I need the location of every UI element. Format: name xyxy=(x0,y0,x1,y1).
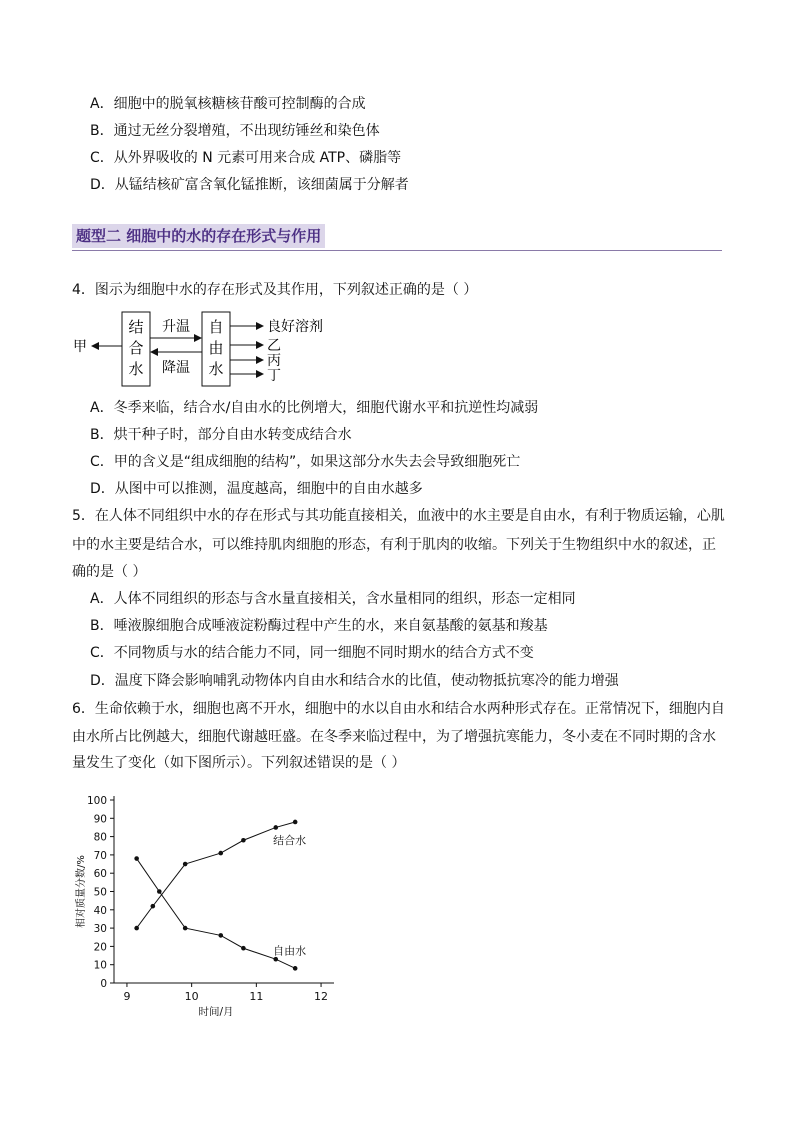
series-label-1: 结合水 xyxy=(273,833,307,847)
output-bing: 丙 xyxy=(267,353,281,369)
q5-option-c: C．不同物质与水的结合能力不同，同一细胞不同时期水的结合方式不变 xyxy=(90,645,534,661)
series-1-point xyxy=(183,862,188,867)
bound-water-char-3: 水 xyxy=(128,360,144,378)
output-good-solvent: 良好溶剂 xyxy=(267,319,323,335)
series-line-1 xyxy=(137,822,296,928)
y-tick-label: 0 xyxy=(100,978,107,990)
free-water-char-2: 由 xyxy=(208,339,224,357)
x-tick-label: 9 xyxy=(123,990,131,1003)
free-water-char-3: 水 xyxy=(208,360,224,378)
section-title: 题型二 细胞中的水的存在形式与作用 xyxy=(72,224,325,248)
series-1-point xyxy=(134,926,139,931)
series-2-point xyxy=(157,889,162,894)
y-tick-label: 20 xyxy=(93,941,107,954)
q4-option-d: D．从图中可以推测，温度越高，细胞中的自由水越多 xyxy=(90,481,423,497)
q3-option-d: D．从锰结核矿富含氧化锰推断，该细菌属于分解者 xyxy=(90,177,409,193)
series-2-point xyxy=(293,966,298,971)
y-tick-label: 10 xyxy=(93,959,107,972)
q6-stem-line-3: 量发生了变化（如下图所示）。下列叙述错误的是（ ） xyxy=(72,755,406,771)
series-line-2 xyxy=(137,859,296,969)
y-tick-label: 90 xyxy=(93,813,107,826)
section-heading xyxy=(72,222,722,251)
q4-option-b: B．烘干种子时，部分自由水转变成结合水 xyxy=(90,427,352,443)
output-yi: 乙 xyxy=(267,338,281,354)
series-1-point xyxy=(218,851,223,856)
series-1-point xyxy=(273,825,278,830)
y-tick-label: 80 xyxy=(93,831,107,844)
q6-stem-line-2: 由水所占比例越大，细胞代谢越旺盛。在冬季来临过程中，为了增强抗寒能力，冬小麦在不同时期的含水 xyxy=(72,729,716,745)
x-axis-label: 时间/月 xyxy=(198,1006,234,1016)
q5-option-a: A．人体不同组织的形态与含水量直接相关，含水量相同的组织，形态一定相同 xyxy=(90,591,576,607)
y-axis-label: 相对质量分数/% xyxy=(76,855,87,928)
free-water-char-1: 自 xyxy=(208,318,224,336)
cool-label: 降温 xyxy=(162,360,190,376)
q5-option-b: B．唾液腺细胞合成唾液淀粉酶过程中产生的水，来自氨基酸的氨基和羧基 xyxy=(90,618,548,634)
y-tick-label: 100 xyxy=(86,795,107,807)
series-label-2: 自由水 xyxy=(273,944,307,958)
y-tick-label: 70 xyxy=(93,849,107,862)
y-tick-label: 40 xyxy=(93,904,107,917)
y-tick-label: 60 xyxy=(93,868,107,881)
q4-option-c: C．甲的含义是“组成细胞的结构”，如果这部分水失去会导致细胞死亡 xyxy=(90,454,521,470)
water-forms-diagram xyxy=(70,308,340,390)
x-tick-label: 11 xyxy=(249,990,264,1003)
bound-water-char-2: 合 xyxy=(128,339,144,357)
q4-option-a: A．冬季来临，结合水/自由水的比例增大，细胞代谢水平和抗逆性均减弱 xyxy=(90,400,539,416)
series-2-point xyxy=(134,856,139,861)
series-2-point xyxy=(241,946,246,951)
y-tick-label: 50 xyxy=(93,886,107,899)
bound-water-char-1: 结 xyxy=(128,318,144,336)
q4-stem: 4．图示为细胞中水的存在形式及其作用，下列叙述正确的是（ ） xyxy=(72,282,478,298)
q5-stem-line-2: 中的水主要是结合水，可以维持肌肉细胞的形态，有利于肌肉的收缩。下列关于生物组织中水的叙述，正 xyxy=(72,537,716,553)
q5-stem-line-1: 5．在人体不同组织中水的存在形式与其功能直接相关，血液中的水主要是自由水，有利于物质运输，心肌 xyxy=(72,508,725,524)
y-tick-label: 30 xyxy=(93,923,107,936)
q5-stem-line-3: 确的是（ ） xyxy=(72,564,147,580)
q3-option-b: B．通过无丝分裂增殖，不出现纺锤丝和染色体 xyxy=(90,123,380,139)
q3-option-a: A．细胞中的脱氧核糖核苷酸可控制酶的合成 xyxy=(90,96,366,112)
series-1-point xyxy=(293,820,298,825)
series-1-point xyxy=(241,838,246,843)
heat-label: 升温 xyxy=(162,319,190,335)
series-2-point xyxy=(218,933,223,938)
q3-option-c: C．从外界吸收的 N 元素可用来合成 ATP、磷脂等 xyxy=(90,150,402,166)
output-ding: 丁 xyxy=(267,368,281,384)
jia-label: 甲 xyxy=(73,339,87,355)
x-tick-label: 10 xyxy=(184,990,199,1003)
q6-stem-line-1: 6．生命依赖于水，细胞也离不开水，细胞中的水以自由水和结合水两种形式存在。正常情况下，细胞内自 xyxy=(72,701,725,717)
series-1-point xyxy=(151,904,156,909)
x-tick-label: 12 xyxy=(314,990,329,1003)
water-content-chart xyxy=(72,786,362,1016)
series-2-point xyxy=(183,926,188,931)
q5-option-d: D．温度下降会影响哺乳动物体内自由水和结合水的比值，使动物抵抗寒冷的能力增强 xyxy=(90,673,619,689)
series-2-point xyxy=(273,957,278,962)
